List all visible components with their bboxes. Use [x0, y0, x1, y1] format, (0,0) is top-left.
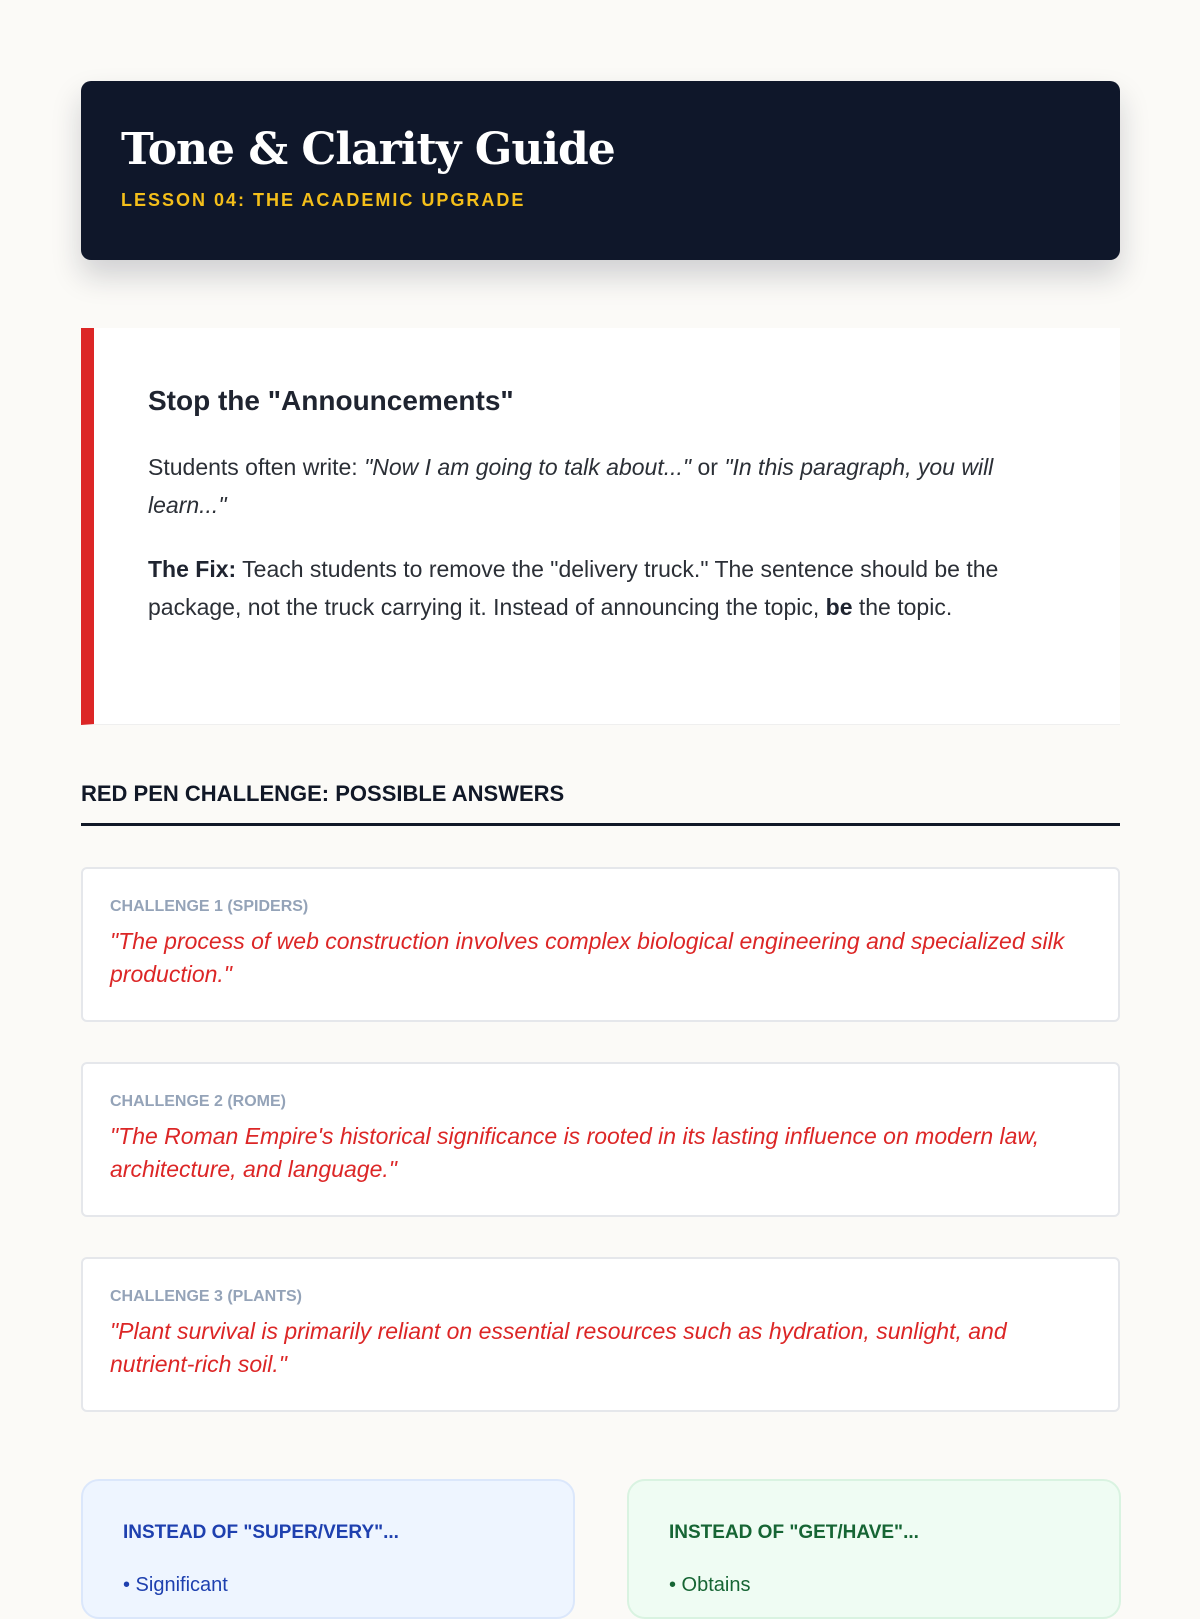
announcement-example-two: "In this paragraph, you will learn..." [148, 454, 994, 518]
challenge-answer: "The process of web construction involves complex biological engineering and specialized silk production." [110, 928, 1065, 987]
lesson-header [81, 81, 1120, 260]
fix-ending: the topic. [858, 594, 953, 620]
vocab-list-item: • Obtains [669, 1574, 751, 1596]
fix-description: Teach students to remove the "delivery truck." The sentence should be the package, not the truck carrying it. Instead of announcing the topic, [148, 556, 999, 620]
announcement-example-one: "Now I am going to talk about..." [364, 454, 692, 480]
challenge-label: CHALLENGE 1 (SPIDERS) [110, 898, 309, 915]
challenge-card-spiders [81, 867, 1120, 1022]
announcement-callout [81, 328, 1120, 725]
vocab-list-item: • Significant [123, 1574, 228, 1596]
vocab-card-super-very [81, 1479, 575, 1619]
vocab-card-title: INSTEAD OF "GET/HAVE"... [669, 1522, 919, 1543]
announcement-example-text [148, 448, 1040, 524]
challenge-answer: "Plant survival is primarily reliant on essential resources such as hydration, sunlight, and nutrient-rich soil." [110, 1318, 1007, 1377]
fix-label: The Fix: [148, 556, 237, 582]
announcement-fix-text [148, 550, 1040, 626]
section-title: RED PEN CHALLENGE: POSSIBLE ANSWERS [81, 776, 1120, 826]
announcement-heading: Stop the "Announcements" [148, 385, 514, 416]
announcement-connector: or [697, 454, 718, 480]
vocab-card-title: INSTEAD OF "SUPER/VERY"... [123, 1522, 399, 1543]
lesson-subtitle: LESSON 04: THE ACADEMIC UPGRADE [121, 190, 526, 210]
vocab-card-get-have [627, 1479, 1121, 1619]
announcement-lead: Students often write: [148, 454, 358, 480]
challenge-label: CHALLENGE 2 (ROME) [110, 1093, 286, 1110]
page-title: Tone & Clarity Guide [121, 124, 615, 175]
challenge-answer: "The Roman Empire's historical significance is rooted in its lasting influence on modern law, architecture, and language." [110, 1123, 1040, 1182]
fix-emphasis: be [825, 594, 853, 620]
challenge-card-plants [81, 1257, 1120, 1412]
challenge-label: CHALLENGE 3 (PLANTS) [110, 1288, 302, 1305]
challenge-card-rome [81, 1062, 1120, 1217]
